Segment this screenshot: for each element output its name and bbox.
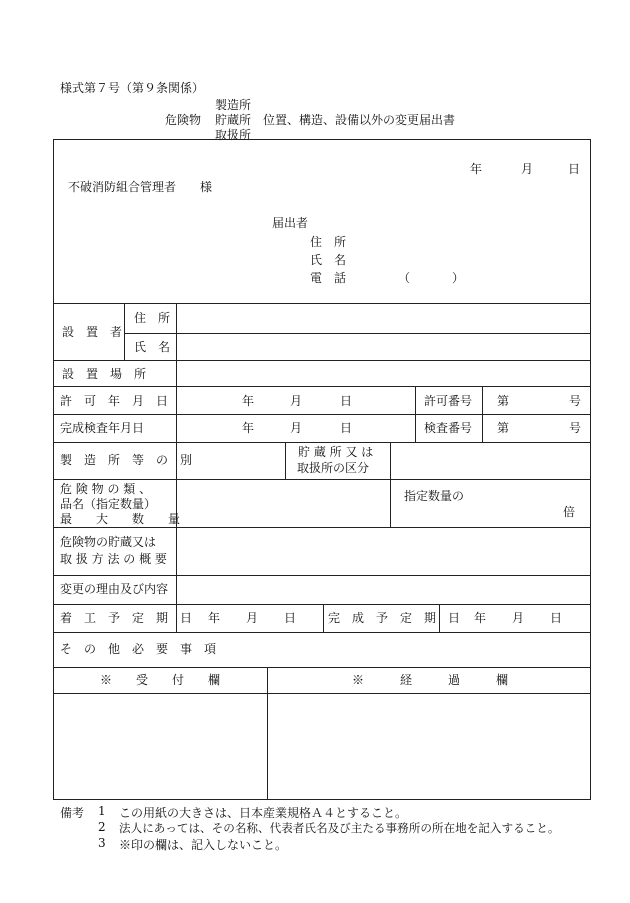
reception-column-label: ※ 受 付 欄 [100, 673, 221, 687]
designated-multiple-unit: 倍 [563, 505, 576, 519]
location-label: 設 置 場 所 [62, 367, 147, 381]
notifier-name-label: 氏 名 [310, 253, 347, 267]
installer-label: 設 置 者 [62, 325, 123, 339]
other-matters-label: そ の 他 必 要 事 項 [60, 642, 217, 656]
notifier-phone-label: 電 話 [310, 271, 347, 285]
hazmat-label-2: 品名（指定数量） [60, 497, 157, 511]
installer-name-label: 氏 名 [134, 340, 171, 354]
phone-open-paren: （ [398, 271, 411, 285]
inspection-no-suffix: 号 [569, 421, 582, 435]
start-month: 月 [246, 611, 259, 625]
document-title: 位置、構造、設備以外の変更届出書 [263, 113, 456, 127]
handling-label-1: 危険物の貯蔵又は [60, 535, 157, 549]
permit-no-prefix: 第 [497, 394, 510, 408]
permit-number-label: 許可番号 [424, 394, 473, 408]
note-3-number: 3 [98, 836, 106, 850]
start-day: 日 [284, 611, 297, 625]
form-number: 様式第７号（第９条関係） [60, 81, 205, 95]
note-2-number: 2 [98, 820, 106, 834]
note-3-text: ※印の欄は、記入しないこと。 [119, 838, 288, 852]
storage-class-label-2: 取扱所の区分 [297, 461, 370, 475]
inspection-month: 月 [290, 421, 303, 435]
permit-month: 月 [290, 394, 303, 408]
date-month-label: 月 [521, 162, 534, 176]
inspection-year: 年 [242, 421, 255, 435]
honorific: 様 [200, 180, 213, 194]
designated-multiple-label: 指定数量の [404, 489, 465, 503]
date-day-label: 日 [568, 162, 581, 176]
facility-class-label: 製 造 所 等 の 別 [60, 453, 193, 467]
completion-date-label: 完 成 予 定 期 日 [328, 611, 461, 625]
inspection-date-label: 完成検査年月日 [60, 421, 145, 435]
completion-month: 月 [512, 611, 525, 625]
inspection-no-prefix: 第 [497, 421, 510, 435]
date-year-label: 年 [470, 162, 483, 176]
facility-type-handling: 取扱所 [215, 128, 252, 142]
start-date-label: 着 工 予 定 期 日 [60, 611, 193, 625]
permit-year: 年 [242, 394, 255, 408]
permit-date-label: 許 可 年 月 日 [60, 394, 169, 408]
form-table [53, 139, 591, 800]
phone-close-paren: ） [452, 271, 465, 285]
handling-label-2: 取 扱 方 法 の 概 要 [60, 552, 167, 566]
permit-no-suffix: 号 [569, 394, 582, 408]
completion-year: 年 [474, 611, 487, 625]
completion-day: 日 [550, 611, 563, 625]
inspection-number-label: 検査番号 [424, 421, 473, 435]
facility-type-manufacturing: 製造所 [215, 98, 252, 112]
title-prefix: 危険物 [165, 113, 202, 127]
notifier-label: 届出者 [272, 216, 309, 230]
change-reason-label: 変更の理由及び内容 [60, 582, 169, 596]
note-1-text: この用紙の大きさは、日本産業規格Ａ４とすること。 [119, 806, 408, 820]
installer-address-label: 住 所 [134, 311, 171, 325]
notes-label: 備考 [60, 806, 85, 820]
notifier-address-label: 住 所 [310, 235, 347, 249]
note-1-number: 1 [98, 804, 106, 818]
progress-column-label: ※ 経 過 欄 [352, 673, 509, 687]
start-year: 年 [208, 611, 221, 625]
note-2-text: 法人にあっては、その名称、代表者氏名及び主たる事務所の所在地を記入すること。 [119, 821, 560, 835]
hazmat-label-3: 最 大 数 量 [60, 512, 181, 526]
inspection-day: 日 [340, 421, 353, 435]
addressee: 不破消防組合管理者 [68, 180, 177, 194]
hazmat-label-1: 危 険 物 の 類 、 [60, 482, 152, 496]
storage-class-label-1: 貯 蔵 所 又 は [298, 445, 374, 459]
facility-type-storage: 貯蔵所 [215, 113, 252, 127]
permit-day: 日 [340, 394, 353, 408]
